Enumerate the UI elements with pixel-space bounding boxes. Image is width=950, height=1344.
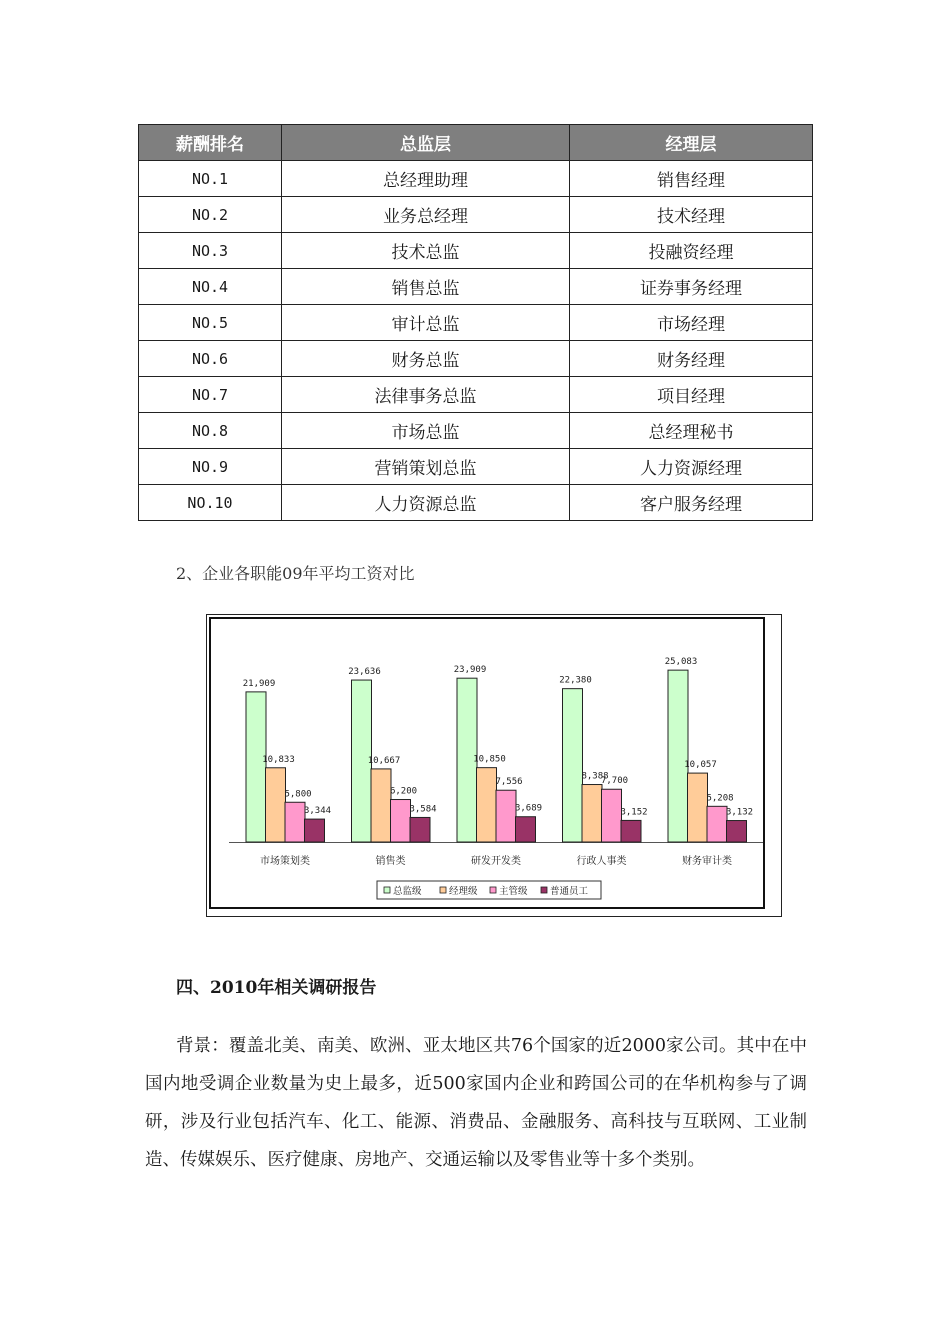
category-label: 研发开发类 — [471, 856, 521, 867]
bar-1-4 — [563, 689, 583, 842]
bar-4-3 — [516, 817, 536, 842]
manager-cell: 销售经理 — [570, 161, 813, 197]
category-label: 财务审计类 — [682, 856, 732, 867]
data-label: 21,909 — [242, 678, 276, 689]
bar-4-2 — [410, 817, 430, 842]
rank-cell: NO.4 — [139, 269, 282, 305]
salary-chart — [206, 614, 782, 917]
director-cell: 市场总监 — [282, 413, 570, 449]
rank-cell: NO.3 — [139, 233, 282, 269]
data-label: 3,689 — [514, 803, 543, 814]
data-label: 25,083 — [664, 657, 698, 668]
legend-label: 经理级 — [449, 886, 478, 897]
data-label: 7,556 — [495, 777, 523, 788]
legend-label: 总监级 — [393, 886, 422, 897]
legend-swatch — [384, 887, 390, 893]
category-label: 市场策划类 — [260, 856, 310, 867]
bar-3-2 — [391, 800, 411, 842]
data-label: 10,667 — [367, 755, 401, 766]
data-label: 8,388 — [581, 771, 609, 782]
bar-1-1 — [246, 692, 266, 842]
legend-swatch — [490, 887, 496, 893]
director-cell: 业务总经理 — [282, 197, 570, 233]
table-row — [139, 197, 813, 233]
manager-cell: 投融资经理 — [570, 233, 813, 269]
data-label: 23,909 — [453, 665, 487, 676]
table-row — [139, 377, 813, 413]
chart-svg — [207, 615, 781, 916]
manager-cell: 客户服务经理 — [570, 485, 813, 521]
legend-swatch — [541, 887, 547, 893]
data-label: 10,057 — [684, 760, 717, 771]
section-heading: 四、2010年相关调研报告 — [176, 978, 377, 998]
manager-cell: 技术经理 — [570, 197, 813, 233]
director-cell: 营销策划总监 — [282, 449, 570, 485]
data-label: 3,344 — [303, 806, 332, 817]
rank-cell: NO.2 — [139, 197, 282, 233]
data-label: 23,636 — [348, 667, 381, 678]
bar-3-4 — [602, 789, 622, 842]
bar-2-2 — [371, 769, 391, 842]
bar-2-4 — [582, 785, 602, 842]
header-director: 总监层 — [282, 125, 570, 161]
manager-cell: 市场经理 — [570, 305, 813, 341]
bar-3-3 — [496, 790, 516, 842]
rank-cell: NO.7 — [139, 377, 282, 413]
director-cell: 财务总监 — [282, 341, 570, 377]
director-cell: 技术总监 — [282, 233, 570, 269]
table-header-row — [139, 125, 813, 161]
data-label: 3,132 — [725, 807, 754, 818]
data-label: 22,380 — [559, 675, 592, 686]
table-row — [139, 233, 813, 269]
legend-label: 普通员工 — [550, 886, 589, 897]
manager-cell: 项目经理 — [570, 377, 813, 413]
rank-cell: NO.8 — [139, 413, 282, 449]
bar-2-1 — [266, 768, 286, 842]
table-row — [139, 449, 813, 485]
bar-4-5 — [727, 821, 747, 842]
rank-cell: NO.9 — [139, 449, 282, 485]
manager-cell: 人力资源经理 — [570, 449, 813, 485]
bar-4-1 — [305, 819, 325, 842]
table-row — [139, 161, 813, 197]
data-label: 3,152 — [620, 807, 648, 818]
data-label: 6,200 — [389, 786, 418, 797]
table-row — [139, 413, 813, 449]
rank-cell: NO.10 — [139, 485, 282, 521]
legend-label: 主管级 — [499, 886, 528, 897]
salary-ranking-table — [138, 124, 813, 521]
manager-cell: 总经理秘书 — [570, 413, 813, 449]
director-cell: 人力资源总监 — [282, 485, 570, 521]
category-label: 销售类 — [375, 856, 406, 867]
director-cell: 总经理助理 — [282, 161, 570, 197]
bar-2-5 — [688, 773, 708, 842]
bar-3-5 — [707, 806, 727, 842]
data-label: 10,850 — [473, 754, 506, 765]
rank-cell: NO.1 — [139, 161, 282, 197]
chart-caption: 2、企业各职能09年平均工资对比 — [176, 564, 415, 583]
manager-cell: 证券事务经理 — [570, 269, 813, 305]
background-paragraph: 背景：覆盖北美、南美、欧洲、亚太地区共76个国家的近2000家公司。其中在中国内地受调企业数量为史上最多，近500家国内企业和跨国公司的在华机构参与了调研，涉及行业包括汽车、化工、能源、消费品、金融服务、高科技与互联网、工业制造、传媒娱乐、医疗健康、房地产、交通运输以及零售业等十多个类别。 — [145, 1036, 807, 1170]
bar-4-4 — [621, 820, 641, 842]
rank-cell: NO.6 — [139, 341, 282, 377]
table-row — [139, 305, 813, 341]
bar-3-1 — [285, 802, 305, 842]
director-cell: 销售总监 — [282, 269, 570, 305]
bar-2-3 — [477, 768, 497, 842]
data-label: 3,584 — [409, 804, 437, 815]
category-label: 行政人事类 — [576, 856, 627, 867]
header-rank: 薪酬排名 — [139, 125, 282, 161]
legend-swatch — [440, 887, 446, 893]
header-manager: 经理层 — [570, 125, 813, 161]
manager-cell: 财务经理 — [570, 341, 813, 377]
data-label: 5,208 — [706, 793, 734, 804]
table-row — [139, 485, 813, 521]
bar-1-5 — [668, 670, 688, 842]
director-cell: 审计总监 — [282, 305, 570, 341]
rank-cell: NO.5 — [139, 305, 282, 341]
table-row — [139, 341, 813, 377]
data-label: 7,700 — [600, 776, 629, 787]
data-label: 5,800 — [284, 789, 312, 800]
director-cell: 法律事务总监 — [282, 377, 570, 413]
table-row — [139, 269, 813, 305]
data-label: 10,833 — [262, 754, 295, 765]
